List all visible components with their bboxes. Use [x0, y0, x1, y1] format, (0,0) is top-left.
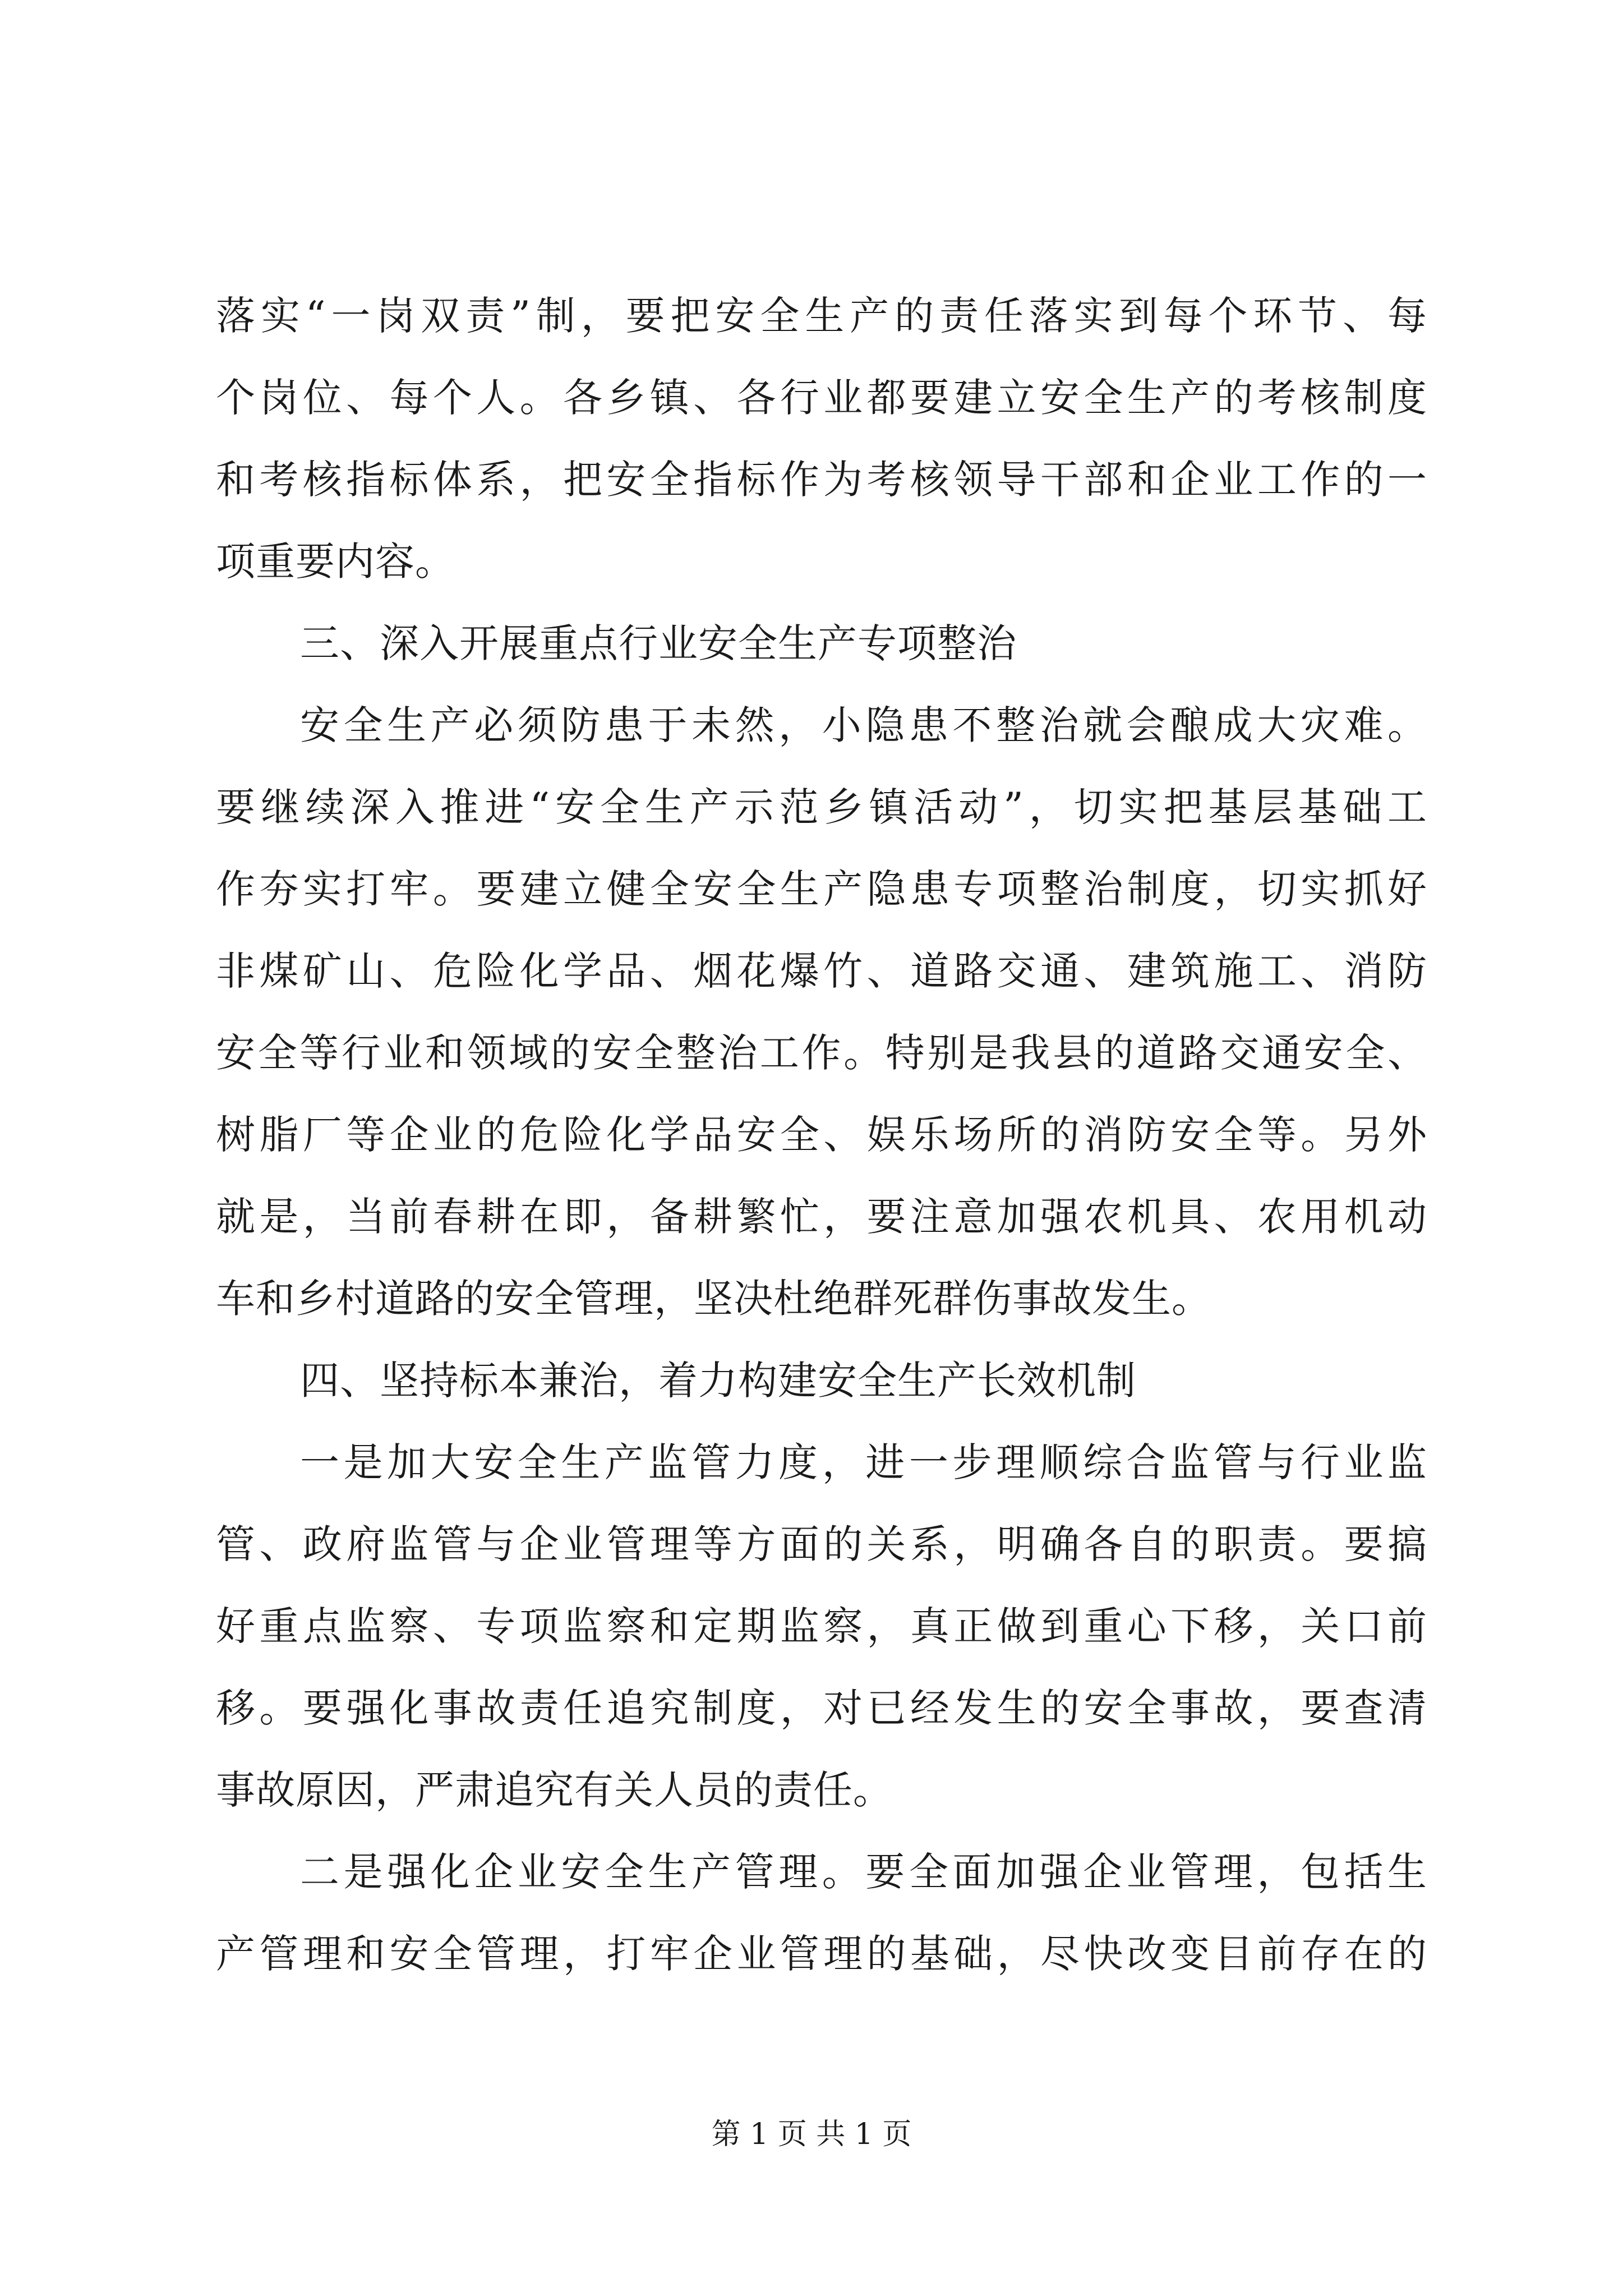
text-line: 产管理和安全管理，打牢企业管理的基础，尽快改变目前存在的 — [216, 1931, 1427, 1977]
text-line: 树脂厂等企业的危险化学品安全、娱乐场所的消防安全等。另外 — [216, 1112, 1427, 1158]
text-line: 落实“一岗双责”制，要把安全生产的责任落实到每个环节、每 — [216, 293, 1427, 339]
text-line: 移。要强化事故责任追究制度，对已经发生的安全事故，要查清 — [216, 1685, 1427, 1731]
text-line: 项重要内容。 — [216, 539, 455, 585]
text-line: 和考核指标体系，把安全指标作为考核领导干部和企业工作的一 — [216, 457, 1427, 503]
text-line: 车和乡村道路的安全管理，坚决杜绝群死群伤事故发生。 — [216, 1276, 1211, 1322]
text-line: 好重点监察、专项监察和定期监察，真正做到重心下移，关口前 — [216, 1603, 1427, 1649]
text-line: 要继续深入推进“安全生产示范乡镇活动”，切实把基层基础工 — [216, 784, 1427, 830]
text-line: 作夯实打牢。要建立健全安全生产隐患专项整治制度，切实抓好 — [216, 866, 1427, 912]
text-line: 三、深入开展重点行业安全生产专项整治 — [300, 620, 1017, 666]
text-line: 管、政府监管与企业管理等方面的关系，明确各自的职责。要搞 — [216, 1521, 1427, 1567]
text-line: 非煤矿山、危险化学品、烟花爆竹、道路交通、建筑施工、消防 — [216, 948, 1427, 994]
text-line: 个岗位、每个人。各乡镇、各行业都要建立安全生产的考核制度 — [216, 375, 1427, 421]
text-line: 事故原因，严肃追究有关人员的责任。 — [216, 1767, 893, 1813]
text-line: 就是，当前春耕在即，备耕繁忙，要注意加强农机具、农用机动 — [216, 1194, 1427, 1240]
text-line: 二是强化企业安全生产管理。要全面加强企业管理，包括生 — [300, 1849, 1427, 1895]
text-line: 安全生产必须防患于未然，小隐患不整治就会酿成大灾难。 — [300, 702, 1427, 748]
text-line: 安全等行业和领域的安全整治工作。特别是我县的道路交通安全、 — [216, 1030, 1427, 1076]
text-line: 四、坚持标本兼治，着力构建安全生产长效机制 — [300, 1358, 1136, 1404]
page-footer: 第 1 页 共 1 页 — [711, 2118, 912, 2151]
text-line: 一是加大安全生产监管力度，进一步理顺综合监管与行业监 — [300, 1439, 1427, 1485]
